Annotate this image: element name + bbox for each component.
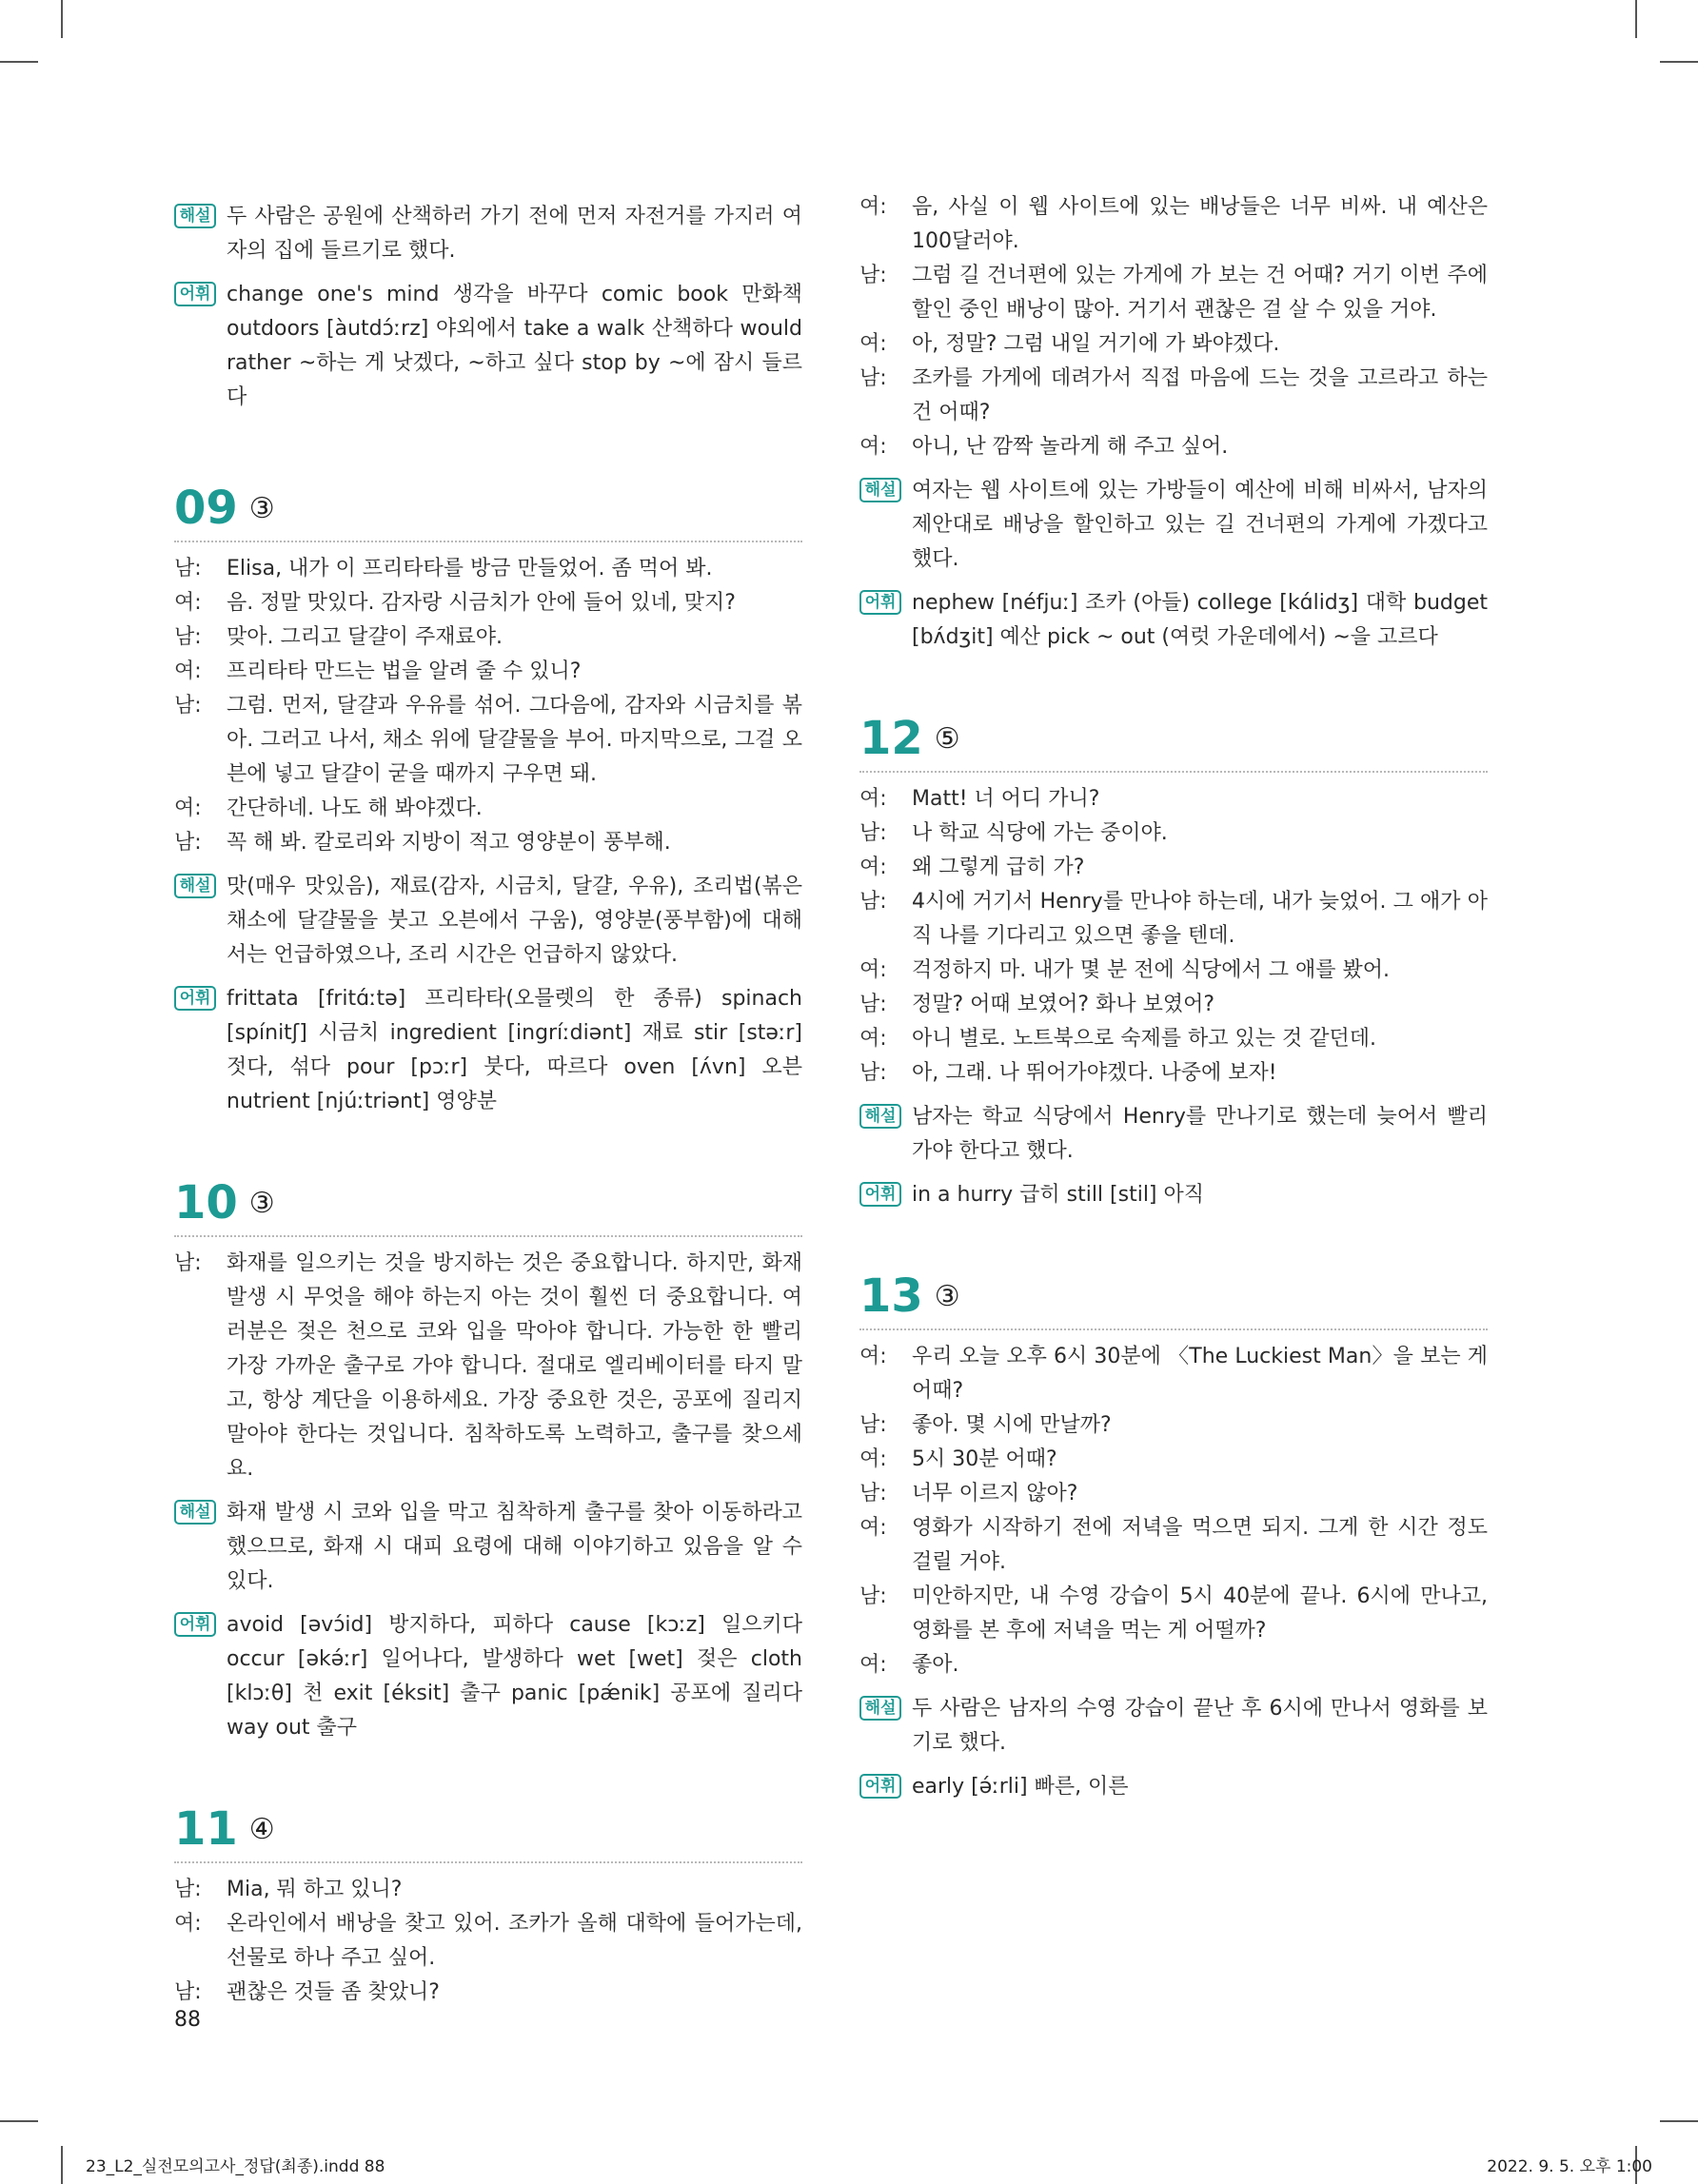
dialogue [859,1340,1488,1682]
dialogue [174,1247,802,1486]
dialogue-line [174,552,802,586]
note-text: 맛(매우 맛있음), 재료(감자, 시금치, 달걀, 우유), 조리법(볶은 채소에 달걀물을 붓고 오븐에서 구움), 영양분(풍부함)에 대해서는 언급하였으나, 조리 시간은 언급하지 않았다. [227,875,802,967]
page-number: 88 [174,2008,201,2032]
dialogue-text: 프리타타 만드는 법을 알려 줄 수 있니? [227,659,582,683]
dialogue-text: Matt! 너 어디 가니? [912,787,1100,811]
dialogue-line [174,1247,802,1486]
dialogue-line [859,1056,1488,1091]
speaker-label: 남: [859,1413,887,1437]
dialogue-text: 맞아. 그리고 달걀이 주재료야. [227,625,503,649]
answer-choice: ⑤ [934,721,960,756]
explanation-note [859,1100,1488,1169]
question-number: 13 [859,1269,923,1323]
note-text: 여자는 웹 사이트에 있는 가방들이 예산에 비해 비싸서, 남자의 제안대로 배낭을 할인하고 있는 길 건너편의 가게에 가겠다고 했다. [912,479,1488,571]
dialogue-line [174,620,802,655]
answer-choice: ③ [248,491,275,525]
vocabulary-note [859,1770,1488,1804]
dialogue-text: 음. 정말 맛있다. 감자랑 시금치가 안에 들어 있네, 맞지? [227,591,736,615]
dialogue-line [859,190,1488,259]
speaker-label: 여: [859,435,887,459]
dialogue-line [859,954,1488,988]
dialogue-text: 너무 이르지 않아? [912,1482,1078,1505]
section-header-09 [174,482,802,542]
speaker-label: 남: [859,264,887,287]
right-column [859,190,1488,1804]
dialogue [859,782,1488,1091]
speaker-label: 여: [859,856,887,879]
dialogue-text: 꼭 해 봐. 칼로리와 지방이 적고 영양분이 풍부해. [227,831,671,855]
dialogue-text: 좋아. [912,1653,959,1677]
answer-choice: ③ [248,1186,275,1220]
dialogue-text: 4시에 거기서 Henry를 만나야 하는데, 내가 늦었어. 그 애가 아직 나를 기다리고 있으면 좋을 텐데. [912,890,1488,948]
section-header-12 [859,712,1488,773]
dialogue-text: 그럼 길 건너편에 있는 가게에 가 보는 건 어때? 거기 이번 주에 할인 중인 배낭이 많아. 거기서 괜찮은 걸 살 수 있을 거야. [912,264,1488,322]
note-text: 남자는 학교 식당에서 Henry를 만나기로 했는데 늦어서 빨리 가야 한다고 했다. [912,1105,1488,1163]
section-header-10 [174,1176,802,1237]
speaker-label: 남: [859,993,887,1016]
vocabulary-note [859,586,1488,655]
speaker-label: 남: [174,625,202,649]
dialogue-text: 괜찮은 것들 좀 찾았니? [227,1980,440,2004]
dialogue-line [859,1340,1488,1408]
note-tag-badge: 어휘 [174,282,216,306]
crop-mark [61,0,63,38]
dialogue-line [174,655,802,689]
note-tag-badge: 어휘 [174,1612,216,1637]
answer-choice: ④ [248,1812,275,1846]
speaker-label: 여: [859,958,887,982]
dialogue-line [859,1648,1488,1682]
note-text: early [ə́ːrli] 빠른, 이른 [912,1775,1129,1799]
dialogue-line [859,988,1488,1022]
dialogue-text: 정말? 어때 보였어? 화나 보였어? [912,993,1215,1016]
dialogue-text: 간단하네. 나도 해 봐야겠다. [227,797,483,820]
intro-notes [174,200,802,415]
note-text: 두 사람은 남자의 수영 강습이 끝난 후 6시에 만나서 영화를 보기로 했다. [912,1697,1488,1755]
note-text: nephew [néfjuː] 조카 (아들) college [kɑ́lidʒ] 대학 budget [bʌ́dʒit] 예산 pick ~ out (여럿 가운데에서) ~을 고르다 [912,591,1488,649]
note-tag-badge: 어휘 [174,986,216,1011]
dialogue-text: 걱정하지 마. 내가 몇 분 전에 식당에서 그 애를 봤어. [912,958,1390,982]
vocabulary-note [174,1608,802,1745]
speaker-label: 남: [174,1980,202,2004]
dialogue-text: 그럼. 먼저, 달걀과 우유를 섞어. 그다음에, 감자와 시금치를 볶아. 그러고 나서, 채소 위에 달걀물을 부어. 마지막으로, 그걸 오븐에 넣고 달걀이 굳을 때까지 구우면 돼. [227,694,802,786]
question-number: 09 [174,482,238,535]
vocabulary-note [174,982,802,1119]
speaker-label: 남: [859,1482,887,1505]
note-tag-badge: 해설 [859,1104,901,1129]
speaker-label: 여: [859,1345,887,1368]
crop-mark [0,61,38,63]
dialogue [174,1873,802,2010]
speaker-label: 남: [174,1251,202,1275]
speaker-label: 남: [859,1061,887,1085]
dialogue-text: 미안하지만, 내 수영 강습이 5시 40분에 끝나. 6시에 만나고, 영화를 본 후에 저녁을 먹는 게 어떨까? [912,1584,1488,1643]
note-text: in a hurry 급히 still [stil] 아직 [912,1183,1205,1207]
dialogue [174,552,802,860]
speaker-label: 여: [859,195,887,219]
speaker-label: 여: [174,1912,202,1936]
crop-mark [1660,2120,1698,2122]
speaker-label: 남: [174,694,202,718]
note-tag-badge: 해설 [174,204,216,228]
dialogue-line [859,259,1488,327]
dialogue-line [174,689,802,792]
dialogue-line [859,885,1488,954]
speaker-label: 남: [174,1878,202,1901]
dialogue-text: 우리 오늘 오후 6시 30분에 〈The Luckiest Man〉을 보는 게 어때? [912,1345,1488,1403]
dialogue-line [859,1511,1488,1580]
dialogue-text: 화재를 일으키는 것을 방지하는 것은 중요합니다. 하지만, 화재 발생 시 무엇을 해야 하는지 아는 것이 훨씬 더 중요합니다. 여러분은 젖은 천으로 코와 입을 막아야 합니다. 가능한 한 빨리 가장 가까운 출구로 가야 합니다. 절대로 엘리베이터를 타지 말고, 항상 계단을 이용하세요. 가장 중요한 것은, 공포에 질리지 말아야 한다는 것입니다. 침착하도록 노력하고, 출구를 찾으세요. [227,1251,802,1481]
dialogue-text: 아, 정말? 그럼 내일 거기에 가 봐야겠다. [912,332,1280,356]
dialogue-line [859,817,1488,851]
speaker-label: 여: [859,1027,887,1051]
dialogue-text: 나 학교 식당에 가는 중이야. [912,821,1168,845]
dialogue-line [174,1907,802,1976]
speaker-label: 여: [174,797,202,820]
dialogue-line [859,1477,1488,1511]
dialogue-line [859,782,1488,817]
speaker-label: 남: [859,821,887,845]
dialogue-line [174,586,802,620]
speaker-label: 여: [174,591,202,615]
note-tag-badge: 어휘 [859,590,901,615]
dialogue-text: 아니 별로. 노트북으로 숙제를 하고 있는 것 같던데. [912,1027,1376,1051]
speaker-label: 여: [174,659,202,683]
dialogue-text: Mia, 뭐 하고 있니? [227,1878,403,1901]
footer-datetime: 2022. 9. 5. 오후 1:00 [1487,2157,1652,2176]
speaker-label: 남: [174,557,202,580]
speaker-label: 여: [859,1447,887,1471]
note-text: change one's mind 생각을 바꾸다 comic book 만화책 outdoors [àutdɔ́ːrz] 야외에서 take a walk 산책하다 would rather ~하는 게 낫겠다, ~하고 싶다 stop by ~에 잠시 들르다 [227,283,802,409]
explanation-note [859,474,1488,577]
dialogue-continued [859,190,1488,464]
note-text: 화재 발생 시 코와 입을 막고 침착하게 출구를 찾아 이동하라고 했으므로, 화재 시 대피 요령에 대해 이야기하고 있음을 알 수 있다. [227,1501,802,1593]
footer-file: 23_L2_실전모의고사_정답(최종).indd 88 [86,2157,385,2176]
speaker-label: 남: [859,366,887,390]
dialogue-line [859,1022,1488,1056]
dialogue-text: 영화가 시작하기 전에 저녁을 먹으면 되지. 그게 한 시간 정도 걸릴 거야. [912,1516,1488,1574]
crop-mark [0,2120,38,2122]
question-number: 12 [859,712,923,765]
notes [174,870,802,1119]
explanation-note [174,1496,802,1599]
dialogue-text: 조카를 가게에 데려가서 직접 마음에 드는 것을 고르라고 하는 건 어때? [912,366,1488,424]
note-tag-badge: 해설 [859,478,901,502]
explanation-note [859,1692,1488,1761]
dialogue-text: 온라인에서 배낭을 찾고 있어. 조카가 올해 대학에 들어가는데, 선물로 하나 주고 싶어. [227,1912,802,1970]
note-tag-badge: 해설 [174,1500,216,1525]
note-text: 두 사람은 공원에 산책하러 가기 전에 먼저 자전거를 가지러 여자의 집에 들르기로 했다. [227,205,802,263]
explanation-note [174,200,802,268]
dialogue-line [174,792,802,826]
speaker-label: 여: [859,787,887,811]
dialogue-line [174,1873,802,1907]
dialogue-line [859,430,1488,464]
note-tag-badge: 어휘 [859,1182,901,1207]
dialogue-text: 아, 그래. 나 뛰어가야겠다. 나중에 보자! [912,1061,1277,1085]
section-header-13 [859,1269,1488,1330]
answer-choice: ③ [934,1279,960,1313]
dialogue-text: 좋아. 몇 시에 만날까? [912,1413,1112,1437]
dialogue-text: 왜 그렇게 급히 가? [912,856,1085,879]
notes [174,1496,802,1745]
section-header-11 [174,1802,802,1863]
speaker-label: 남: [174,831,202,855]
notes [859,1100,1488,1212]
vocabulary-note [174,278,802,415]
dialogue-line [859,1408,1488,1443]
note-tag-badge: 해설 [174,874,216,898]
crop-mark [1660,61,1698,63]
vocabulary-note [859,1178,1488,1212]
dialogue-line [859,362,1488,430]
note-text: avoid [əvɔ́id] 방지하다, 피하다 cause [kɔːz] 일으키다 occur [əkə́ːr] 일어나다, 발생하다 wet [wet] 젖은 cloth [klɔːθ] 천 exit [éksit] 출구 panic [pǽnik] 공포에 질리다 way out 출구 [227,1613,802,1740]
notes [859,474,1488,655]
dialogue-text: 5시 30분 어때? [912,1447,1057,1471]
dialogue-line [859,1580,1488,1648]
note-tag-badge: 어휘 [859,1774,901,1799]
explanation-note [174,870,802,973]
dialogue-line [174,826,802,860]
dialogue-line [859,1443,1488,1477]
dialogue-line [859,327,1488,362]
speaker-label: 남: [859,890,887,914]
question-number: 11 [174,1802,238,1856]
notes [859,1692,1488,1804]
dialogue-text: Elisa, 내가 이 프리타타를 방금 만들었어. 좀 먹어 봐. [227,557,713,580]
dialogue-line [174,1976,802,2010]
crop-mark [1635,0,1637,38]
speaker-label: 여: [859,1516,887,1540]
speaker-label: 여: [859,332,887,356]
left-column [174,190,802,2010]
note-tag-badge: 해설 [859,1696,901,1721]
dialogue-text: 음, 사실 이 웹 사이트에 있는 배낭들은 너무 비싸. 내 예산은 100달러야. [912,195,1488,253]
note-text: frittata [fritɑ́ːtə] 프리타타(오믈렛의 한 종류) spinach [spínitʃ] 시금치 ingredient [ingríːdiənt] 재료 stir [stəːr] 젓다, 섞다 pour [pɔːr] 붓다, 따르다 oven [ʌ́vn] 오븐 nutrient [njúːtriənt] 영양분 [227,987,802,1113]
question-number: 10 [174,1176,238,1230]
crop-mark [61,2146,63,2184]
dialogue-line [859,851,1488,885]
speaker-label: 남: [859,1584,887,1608]
speaker-label: 여: [859,1653,887,1677]
dialogue-text: 아니, 난 깜짝 놀라게 해 주고 싶어. [912,435,1229,459]
